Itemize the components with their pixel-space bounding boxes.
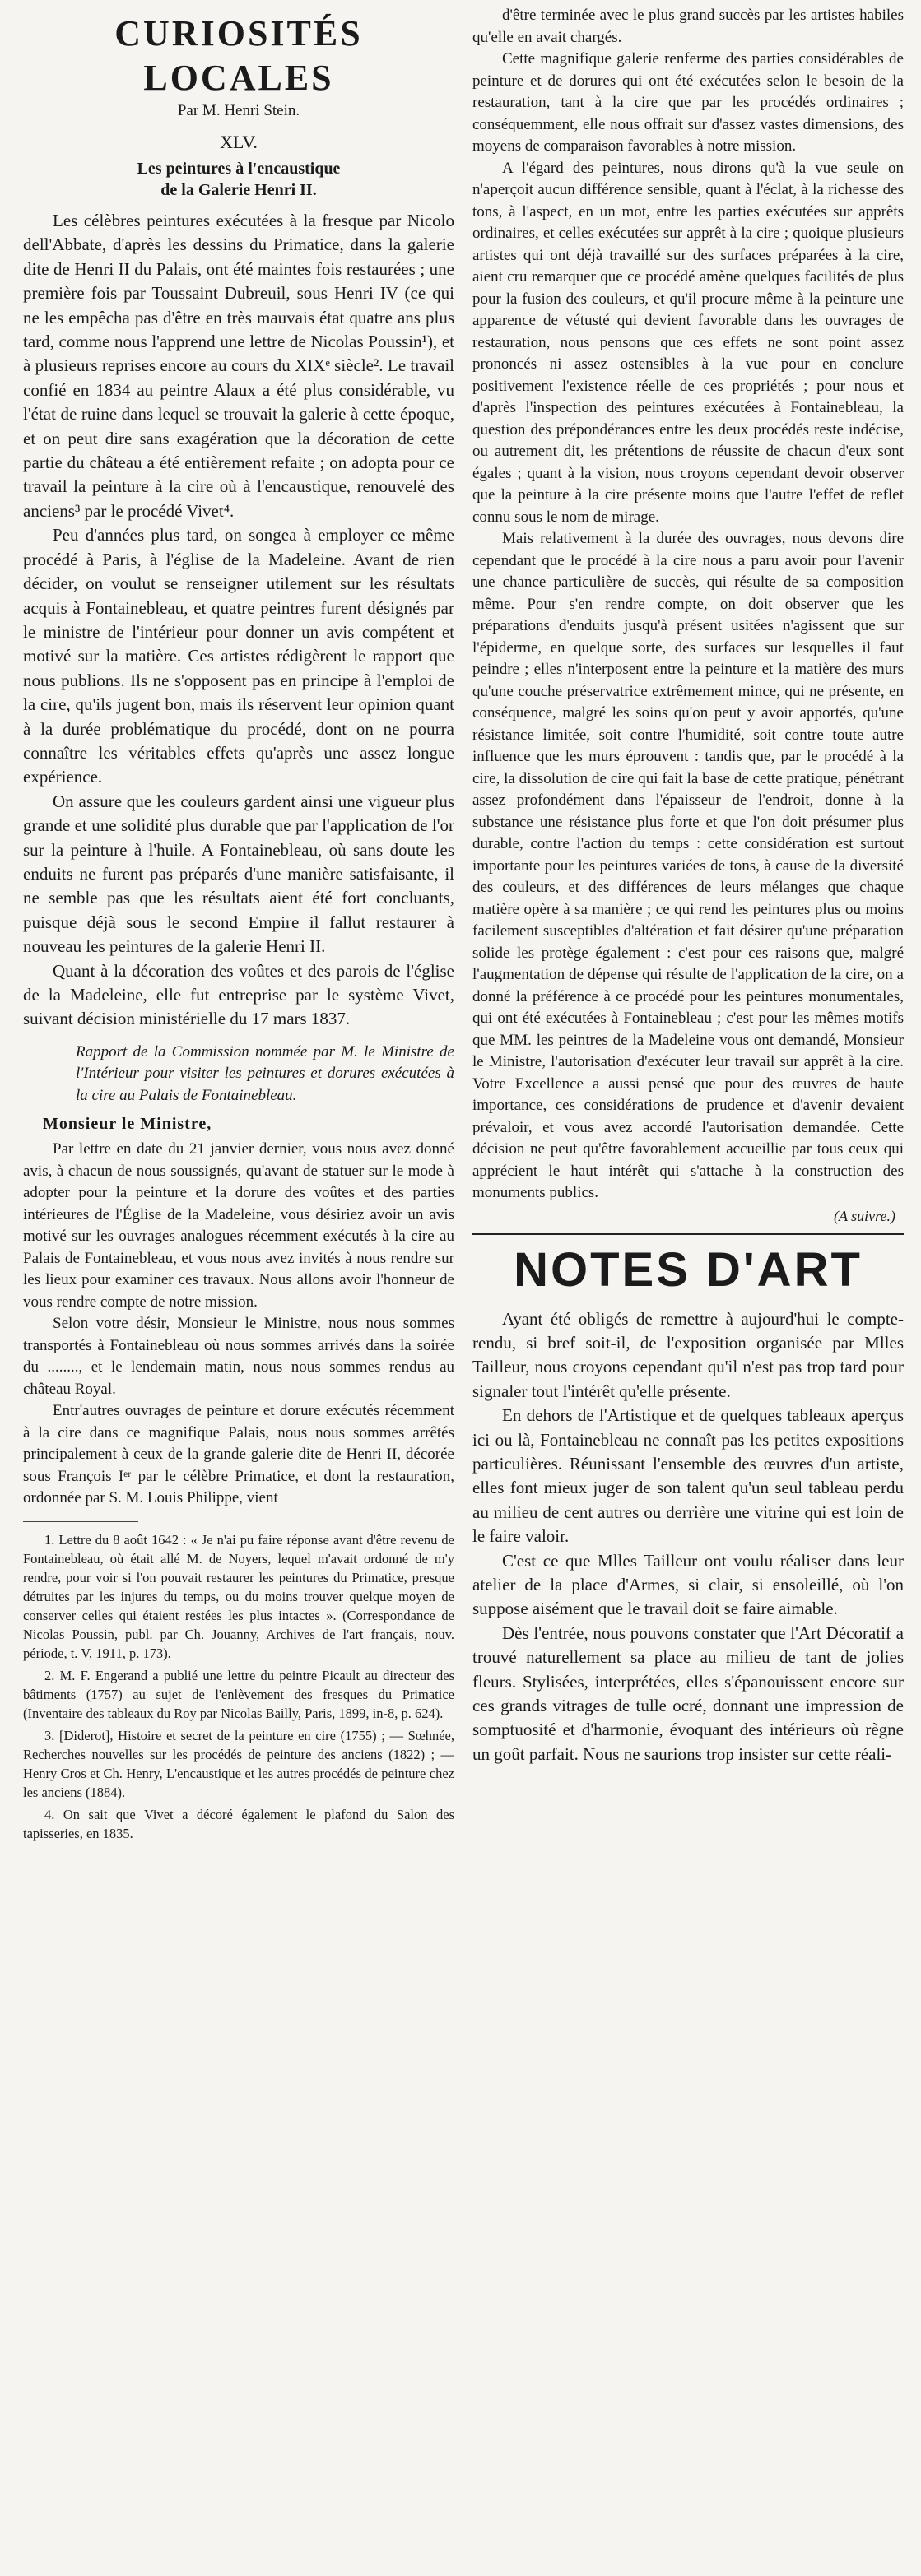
right-column bbox=[472, 5, 904, 1766]
footnote-separator bbox=[23, 1521, 138, 1522]
byline: Par M. Henri Stein. bbox=[177, 102, 300, 119]
footnote: 3. [Diderot], Histoire et secret de la peinture en cire (1755) ; — Sœhnée, Recherches nouvelles sur les procédés de peinture des anciens (1822) ; — Henry Cros et Ch. Henry, L'encaustique et les autres procédés de peinture chez les anciens (1884). bbox=[23, 1727, 454, 1800]
section-rule bbox=[472, 1233, 904, 1235]
paragraph: Ayant été obligés de remettre à aujourd'hui le compte-rendu, si bref soit-il, de l'exposition organisée par Mlles Tailleur, nous croyons cependant qu'il n'est pas trop tard pour signaler tout l'intérêt qu'elle présente. bbox=[472, 1308, 904, 1401]
paragraph: Quant à la décoration des voûtes et des parois de l'église de la Madeleine, elle fut entreprise par le système Vivet, suivant décision ministérielle du 17 mars 1837. bbox=[23, 960, 454, 1029]
letter-paragraph: Selon votre désir, Monsieur le Ministre, nous nous sommes transportés à Fontainebleau où nous sommes arrivés dans la soirée du ........, et le lendemain matin, nous nous sommes rendus au château Royal. bbox=[23, 1315, 454, 1398]
paragraph: On assure que les couleurs gardent ainsi une vigueur plus grande et une solidité plus durable que par l'application de l'or sur la peinture à l'huile. A Fontainebleau, où sans doute les enduits ne furent pas préparés d'une manière satisfaisante, il ne semble pas que les résultats aient été fort concluants, puisque déjà sous le second Empire il fallut restaurer à nouveau les peintures de la galerie Henri II. bbox=[23, 791, 454, 957]
footnote: 4. On sait que Vivet a décoré également le plafond du Salon des tapisseries, en 1835. bbox=[23, 1806, 454, 1841]
paragraph: Dès l'entrée, nous pouvons constater que l'Art Décoratif a trouvé naturellement sa place au milieu de tant de jolies fleurs. Stylisées, interprétées, elles s'épanouissent encore sur ces grands vitrages de tulle ocré, donnant une impression de somptuosité et d'harmonie, évoquant des intérieurs où règne un goût parfait. Nous ne saurions trop insister sur cette réali- bbox=[472, 1622, 904, 1764]
paragraph: En dehors de l'Artistique et de quelques tableaux aperçus ici ou là, Fontainebleau ne connaît pas les petites expositions particulières. Réunissant l'ensemble des œuvres d'un artiste, elles font mieux juger de son talent qu'un seul tableau perdu au milieu de cent autres ou derrière une vitrine qui est loin de le faire valoir. bbox=[472, 1405, 904, 1547]
paragraph: C'est ce que Mlles Tailleur ont voulu réaliser dans leur atelier de la place d'Armes, si clair, si ensoleillé, où l'on suppose aisément que le travail doit se faire aimable. bbox=[472, 1550, 904, 1619]
section-masthead: CURIOSITÉS LOCALES bbox=[114, 13, 363, 98]
notes-dart-body bbox=[472, 1307, 904, 1767]
salutation: Monsieur le Ministre, bbox=[43, 1115, 212, 1134]
paragraph: Peu d'années plus tard, on songea à employer ce même procédé à Paris, à l'église de la Madeleine. Avant de rien décider, on voulut se renseigner utilement sur les résultats acquis à Fontainebleau, et quatre peintres furent désignés par le ministre de l'intérieur pour donner un avis compétent et motivé sur la matière. Ces artistes rédigèrent le rapport que nous publions. Ils ne s'opposent pas en principe à l'emploi de la cire, qu'ils jugent bon, mais ils réservent leur opinion quant à la durée problématique du procédé, dont on ne pourra connaître les véritables effets qu'après une assez longue expérience. bbox=[23, 525, 454, 787]
article-title-line-2: de la Galerie Henri II. bbox=[160, 181, 317, 199]
article-title-line-1: Les peintures à l'encaustique bbox=[137, 160, 341, 178]
article-body bbox=[23, 209, 454, 1032]
article-continuation bbox=[472, 5, 904, 1204]
letter-paragraph: Entr'autres ouvrages de peinture et dorure exécutés récemment à la cire dans ce magnifique Palais, nous nous sommes arrêtés principalement à ceux de la grande galerie dite de Henri II, décorée sous François Iᵉʳ par le célèbre Primatice, et dont la restauration, ordonnée par S. M. Louis Philippe, vient bbox=[23, 1402, 454, 1507]
article-number: XLV. bbox=[220, 132, 258, 152]
paragraph: Cette magnifique galerie renferme des parties considérables de peinture et de dorures qui ont été exécutées selon le besoin de la restauration, tant à la cire que par les procédés ordinaires ; conséquemment, elle nous offrait sur d'assez vastes dimensions, des moyens de comparaison favorables à notre mission. bbox=[472, 50, 904, 155]
notes-dart-heading: NOTES D'ART bbox=[514, 1242, 863, 1297]
left-column bbox=[23, 5, 454, 1843]
to-be-continued: (A suivre.) bbox=[834, 1207, 895, 1224]
report-heading: Rapport de la Commission nommée par M. le Ministre de l'Intérieur pour visiter les peintures et dorures exécutées à la cire au Palais de Fontainebleau. bbox=[76, 1042, 454, 1104]
footnotes bbox=[23, 1530, 454, 1843]
letter-paragraph: Par lettre en date du 21 janvier dernier, vous nous avez donné avis, à chacun de nous soussignés, qu'avant de statuer sur le mode à adopter pour la peinture et la dorure des voûtes et des parties intérieures de l'Église de la Madeleine, vous désiriez avoir un avis motivé sur les ouvrages analogues récemment exécutés à la cire au Palais de Fontainebleau, et vous nous avez invités à nous rendre sur les lieux pour examiner ces travaux. Nous allons avoir l'honneur de vous rendre compte de notre mission. bbox=[23, 1140, 454, 1311]
paragraph: d'être terminée avec le plus grand succès par les artistes habiles qu'elle en avait chargés. bbox=[472, 7, 904, 46]
article-title bbox=[23, 158, 454, 201]
footnote: 1. Lettre du 8 août 1642 : « Je n'ai pu faire réponse avant d'être revenu de Fontainebleau, où était allé M. de Noyers, lequel m'avait ordonné de m'y rendre, pour voir si l'on pouvait restaurer les peintures du Primatice, presque détruites par les injures du temps, ou du moins trouver quelque moyen de conserver celles qui étaient restées les plus intactes ». (Correspondance de Nicolas Poussin, publ. par Ch. Jouanny, Archives de l'art français, nouv. période, t. V, 1911, p. 173). bbox=[23, 1531, 454, 1661]
paragraph: A l'égard des peintures, nous dirons qu'à la vue seule on n'aperçoit aucun différence sensible, quant à l'éclat, à la richesse des tons, à l'aspect, en un mot, entre les parties exécutées sur apprêts ordinaires, et celles exécutées sur apprêt à la cire ; quoique plusieurs artistes qui ont déjà travaillé sur des surfaces préparées à la cire, aient cru remarquer que ce procédé amène quelques facilités de plus pour la fusion des couleurs, et qu'il procure même à la peinture une apparence de vétusté qui devient favorable dans les ouvrages de restauration, nous pensons que ces effets ne sont point assez prononcés ni assez ostensibles à la vue pour en conclure positivement l'existence réelle de ces propriétés ; pour nous et d'après l'inspection des peintures exécutées à Fontainebleau, la question des prépondérances entre les deux procédés reste indécise, ou autrement dit, les prétentions de réussite de chacun d'eux sont égales ; quant à la vision, nous croyons cependant devoir observer que la peinture à la cire présente moins que l'autre l'effet de reflet connu sous le nom de mirage. bbox=[472, 159, 904, 526]
paragraph: Les célèbres peintures exécutées à la fresque par Nicolo dell'Abbate, d'après les dessins du Primatice, dans la galerie dite de Henri II du Palais, ont été maintes fois restaurées ; une première fois par Toussaint Dubreuil, sous Henri IV (ce qui ne les empêcha pas d'être en très mauvais état quatre ans plus tard, comme nous l'apprend une lettre de Nicolas Poussin¹), et à plusieurs reprises encore au cours du XIXᵉ siècle². Le travail confié en 1834 au peintre Alaux a été plus considérable, vu l'état de ruine dans lequel se trouvait la galerie à cette époque, et on peut dire sans exagération que la décoration de cette partie du château a été entièrement refaite ; on adopta pour ce travail la peinture à la cire où à l'encaustique, renouvelé des anciens³ par le procédé Vivet⁴. bbox=[23, 211, 454, 521]
letter-body bbox=[23, 1139, 454, 1510]
footnote: 2. M. F. Engerand a publié une lettre du peintre Picault au directeur des bâtiments (1757) au sujet de l'enlèvement des fresques du Primatice (Inventaire des tableaux du Roy par Nicolas Bailly, Paris, 1899, in-8, p. 624). bbox=[23, 1667, 454, 1721]
paragraph: Mais relativement à la durée des ouvrages, nous devons dire cependant que le procédé à la cire nous a paru avoir pour l'avenir une chance particulière de succès, qui résulte de sa composition même. Pour s'en rendre compte, on doit observer que les préparations d'enduits jusqu'à présent usitées n'agissent que sur l'épiderme, en quelque sorte, des surfaces sur lesquelles il faut peindre ; elles n'interposent entre la peinture et la matière des murs qu'une couche préservatrice extrêmement mince, qui ne présente, en conséquence, malgré les soins qu'on peut y avoir apportés, qu'une résistance limitée, soit contre l'humidité, soit contre toute autre influence que les murs éprouvent : tandis que, par le procédé à la cire, la dissolution de cire qui fait la base de cette pratique, pénétrant assez profondément dans l'épaisseur de l'endroit, donne à la substance une résistance plus forte et que l'on doit présumer plus durable, contre l'action du temps : cette considération est surtout importante pour les peintures variées de tons, à cause de la diversité des couleurs, et des différences de leurs mélanges que chaque matière opère à sa manière ; ce qui rend les peintures plus ou moins facilement susceptibles d'altération et fait désirer qu'une préparation solide les protège également : c'est pour ces raisons que, malgré l'augmentation de dépense qui résulte de l'application de la cire, on a donné la préférence à ce procédé pour les peintures monumentales, qui ont été exécutées à Fontainebleau ; c'est pour les mêmes motifs que MM. les peintres de la Madeleine vous ont demandé, Monsieur le Ministre, l'autorisation d'exécuter leur travail sur apprêt à la cire. Votre Excellence a aussi pensé que pour des œuvres de haute importance, ces considérations de prudence et d'avenir devaient prévaloir, et vous avez accordé l'autorisation demandée. Cette décision ne peut qu'être favorablement accueillie par tous ceux qui apprécient le haut intérêt qui s'attache à la construction des monuments publics. bbox=[472, 530, 904, 1201]
